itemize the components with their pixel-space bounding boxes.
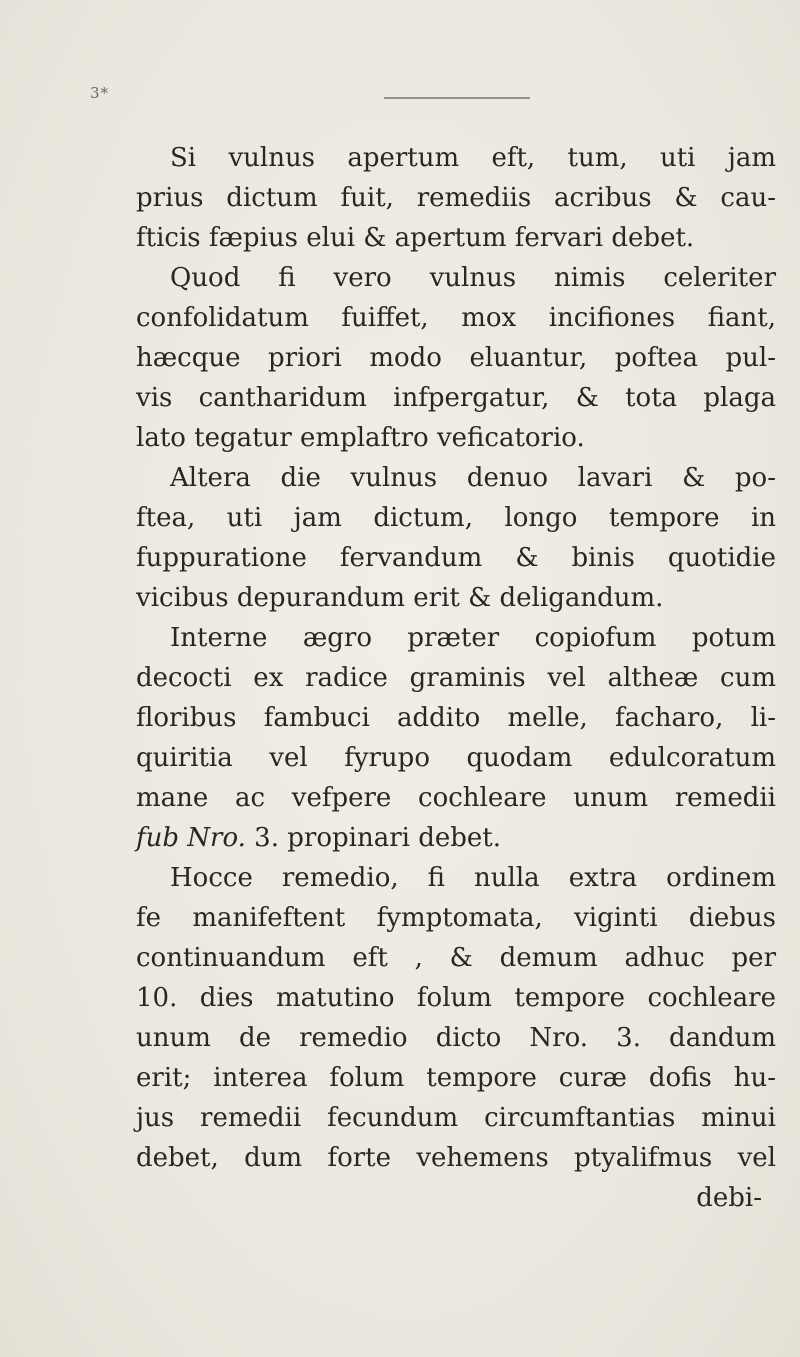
text-line: mane ac vefpere cochleare unum remedii (136, 783, 776, 813)
text-line: Quod fi vero vulnus nimis celeriter (170, 263, 776, 293)
roman-segment: 3. propinari debet. (245, 823, 501, 853)
text-line: decocti ex radice graminis vel altheæ cum (136, 663, 776, 693)
text-line: unum de remedio dicto Nro. 3. dandum (136, 1023, 776, 1053)
body-text (136, 138, 776, 1218)
text-line: floribus fambuci addito melle, facharo, li- (136, 703, 776, 733)
text-line: fuppuratione fervandum & binis quotidie (136, 543, 776, 573)
text-line: vis cantharidum infpergatur, & tota plaga (136, 383, 776, 413)
text-line: fe manifeftent fymptomata, viginti diebus (136, 903, 776, 933)
text-line: quiritia vel fyrupo quodam edulcoratum (136, 743, 776, 773)
text-line (136, 818, 776, 858)
page-number: 3* (90, 84, 110, 102)
text-line: hæcque priori modo eluantur, poftea pul- (136, 343, 776, 373)
text-line: Interne ægro præter copiofum potum (170, 623, 776, 653)
text-line: prius dictum fuit, remediis acribus & cau- (136, 183, 776, 213)
text-line: fticis fæpius elui & apertum fervari debet. (136, 223, 695, 253)
italic-segment: fub Nro. (136, 823, 246, 853)
text-line: ftea, uti jam dictum, longo tempore in (136, 503, 776, 533)
text-line: erit; interea folum tempore curæ dofis hu- (136, 1063, 776, 1093)
text-line: debet, dum forte vehemens ptyalifmus vel (136, 1143, 776, 1173)
catchword: debi- (696, 1183, 762, 1213)
text-line: 10. dies matutino folum tempore cochleare (136, 983, 776, 1013)
text-line: jus remedii fecundum circumftantias minui (136, 1103, 776, 1133)
text-line: continuandum eft , & demum adhuc per (136, 943, 776, 973)
text-line: confolidatum fuiffet, mox incifiones fiant, (136, 303, 776, 333)
text-line: vicibus depurandum erit & deligandum. (136, 583, 664, 613)
header-rule (384, 97, 530, 99)
text-line: Altera die vulnus denuo lavari & po- (170, 463, 776, 493)
text-line: Si vulnus apertum eft, tum, uti jam (170, 143, 776, 173)
text-line: Hocce remedio, fi nulla extra ordinem (170, 863, 776, 893)
text-line: lato tegatur emplaftro veficatorio. (136, 423, 585, 453)
